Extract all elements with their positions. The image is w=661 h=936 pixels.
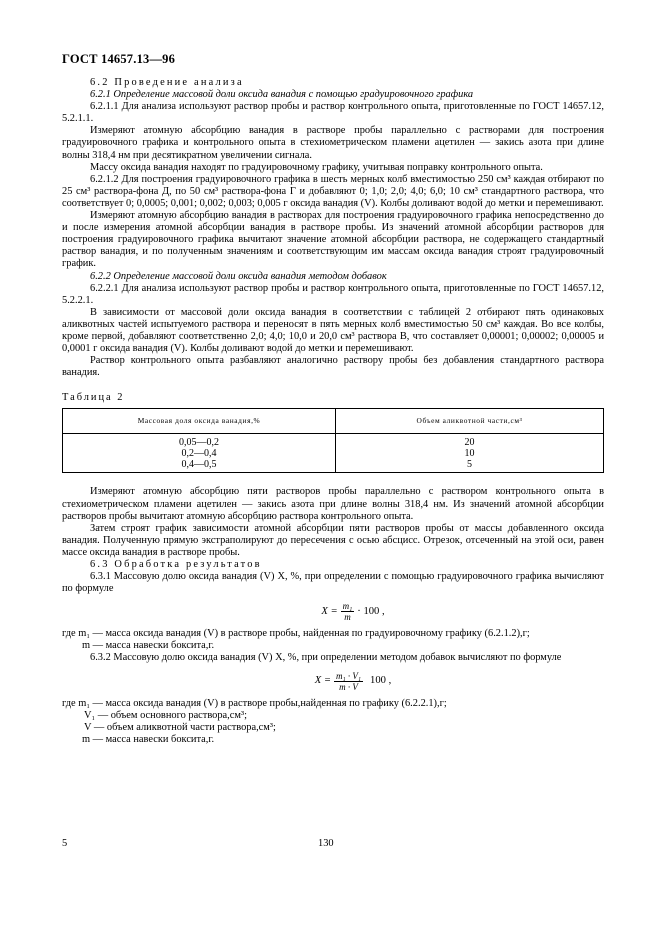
formula-lhs: X = bbox=[321, 605, 338, 617]
formula-legend: m — масса навески боксита,г. bbox=[82, 640, 215, 652]
section-6-2-title: 6.2 Проведение анализа bbox=[90, 77, 244, 88]
formula-legend: где m₁ — масса оксида ванадия (V) в растворе пробы,найденная по графику (6.2.2.1),г; bbox=[62, 697, 447, 709]
paragraph: 6.2.2.1 Для анализа используют раствор пробы и раствор контрольного опыта, приготовленные по ГОСТ 14657.12, 5.2.2.1. bbox=[62, 282, 604, 306]
formula-fraction bbox=[341, 601, 355, 622]
formula-numerator: m₁ bbox=[342, 601, 353, 612]
document-header: ГОСТ 14657.13—96 bbox=[62, 52, 176, 66]
page-number-left: 5 bbox=[62, 838, 68, 849]
table-cell: 5 bbox=[467, 459, 472, 471]
page-number-center: 130 bbox=[318, 838, 334, 849]
table-header-aliquot-volume: Объем аликвотной части,см³ bbox=[336, 409, 604, 434]
paragraph: 6.2.1.1 Для анализа используют раствор пробы и раствор контрольного опыта, приготовленные по ГОСТ 14657.12, 5.2.1.1. bbox=[62, 101, 604, 125]
formula-rhs: · 100 , bbox=[357, 605, 385, 617]
table-cell: 0,4—0,5 bbox=[181, 459, 217, 471]
formula-denominator: m bbox=[344, 612, 351, 623]
paragraph: 6.3.1 Массовую долю оксида ванадия (V) X, %, при определении с помощью градуировочного графика вычисляют по формуле bbox=[62, 571, 604, 595]
formula-1 bbox=[102, 601, 604, 622]
formula-fraction bbox=[334, 671, 363, 692]
table-cell: 0,2—0,4 bbox=[181, 448, 217, 460]
table-2 bbox=[62, 408, 604, 473]
formula-legend: где m₁ — масса оксида ванадия (V) в растворе пробы, найденная по градуировочному графику (6.2.1.2),г; bbox=[62, 628, 530, 640]
paragraph: 6.2.1.2 Для построения градуировочного графика в шесть мерных колб вместимостью 250 см³ каждая отбирают по 25 см³ раствора-фона Д, по 50 см³ раствора-фона Г и добавляют 0; 1,0; 2,0; 4,0; 6,0; 10 см³ стандартного раствора, что соответствует 0; 0,0005; 0,001; 0,002; 0,003; 0,005 г оксида ванадия (V). Колбы доливают водой до метки и перемешивают. bbox=[62, 173, 604, 209]
formula-denominator: m · V bbox=[339, 681, 358, 692]
document-body bbox=[62, 77, 604, 746]
paragraph: Раствор контрольного опыта разбавляют аналогично раствору пробы без добавления стандартного раствора ванадия. bbox=[62, 355, 604, 379]
table-caption: Таблица 2 bbox=[62, 392, 125, 404]
paragraph: Измеряют атомную абсорбцию ванадия в растворах для построения градуировочного графика непосредственно до и после измерения атомной абсорбции ванадия в растворе пробы. Из значений атомной абсорбции растворов для построения градуировочного графика вычитают значение атомной абсорбции раствора, не содержащего стандартный раствор ванадия, и по полученным значениям и соответствующим им массам оксида ванадия строят градуировочный график. bbox=[62, 210, 604, 270]
formula-legend: V₁ — объем основного раствора,см³; bbox=[84, 709, 247, 721]
table-cell: 0,05—0,2 bbox=[179, 437, 219, 449]
paragraph: В зависимости от массовой доли оксида ванадия в соответствии с таблицей 2 отбирают пять одинаковых аликвотных частей испытуемого раствора и переносят в пять мерных колб вместимостью 50 см³ каждая. Во все колбы, кроме первой, добавляют соответственно 2,0; 4,0; 10,0 и 20,0 см³ раствора В, что составляет 0,00001; 0,00002; 0,00005 и 0,0001 г оксида ванадия (V). Колбы доливают водой до метки и перемешивают. bbox=[62, 306, 604, 355]
paragraph: Измеряют атомную абсорбцию пяти растворов пробы параллельно с раствором контрольного опыта в стехиометрическом пламени ацетилен — закись азота при длине волны 318,4 нм. Из значений атомной абсорбции растворов пробы вычитают атомную абсорбцию раствора контрольного опыта. bbox=[62, 486, 604, 522]
table-col-mass-fraction bbox=[63, 434, 336, 473]
table-header-mass-fraction: Массовая доля оксида ванадия,% bbox=[63, 409, 336, 434]
formula-lhs: X = bbox=[314, 675, 332, 687]
paragraph: 6.3.2 Массовую долю оксида ванадия (V) X, %, при определении методом добавок вычисляют по формуле bbox=[90, 652, 562, 664]
paragraph: Массу оксида ванадия находят по градуировочному графику, учитывая поправку контрольного опыта. bbox=[90, 161, 543, 173]
formula-numerator: m₁ · V₁ bbox=[336, 670, 362, 681]
paragraph: Затем строят график зависимости атомной абсорбции пяти растворов пробы от массы добавленного оксида ванадия. Полученную прямую экстраполируют до пересечения с осью абсцисс. Отрезок, отсеченный на этой оси, равен массе оксида ванадия в растворе пробы. bbox=[62, 522, 604, 558]
section-6-3-title: 6.3 Обработка результатов bbox=[90, 559, 262, 570]
formula-rhs: 100 , bbox=[370, 675, 392, 687]
section-6-2-2-title: 6.2.2 Определение массовой доли оксида ванадия методом добавок bbox=[90, 270, 387, 282]
formula-legend: V — объем аликвотной части раствора,см³; bbox=[84, 721, 276, 733]
formula-legend: m — масса навески боксита,г. bbox=[82, 733, 215, 745]
table-cell: 10 bbox=[464, 448, 475, 460]
formula-2 bbox=[102, 671, 604, 692]
paragraph: Измеряют атомную абсорбцию ванадия в растворе пробы параллельно с растворами для построения градуировочного графика и контрольного опыта в стехиометрическом пламени ацетилен — закись азота при длине волны 318,4 нм при десятикратном увеличении сигнала. bbox=[62, 125, 604, 161]
section-6-2-1-title: 6.2.1 Определение массовой доли оксида ванадия с помощью градуировочного графика bbox=[90, 89, 474, 101]
table-col-aliquot-volume bbox=[336, 434, 604, 473]
table-cell: 20 bbox=[464, 437, 475, 449]
